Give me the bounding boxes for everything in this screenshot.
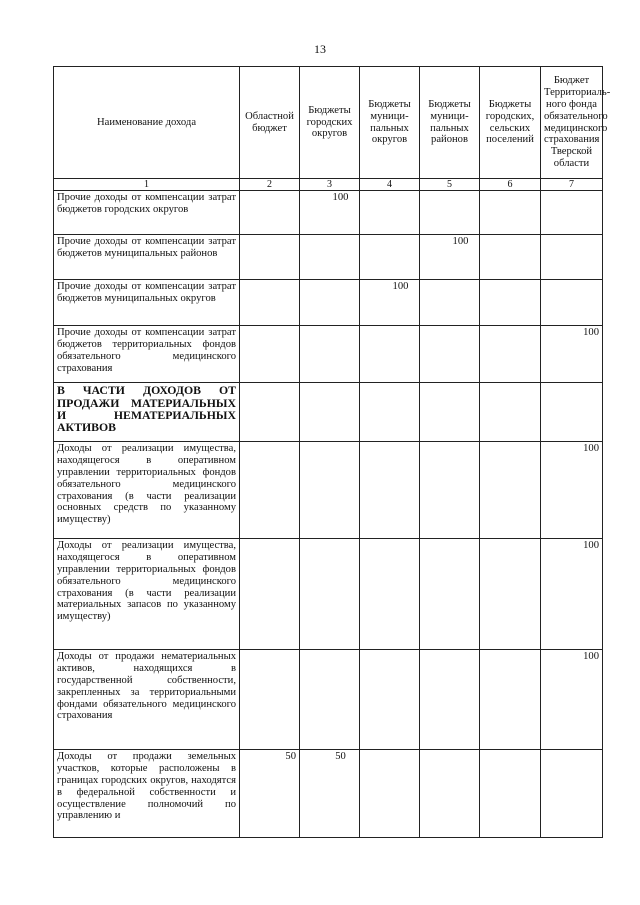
income-name-cell: Доходы от продажи нематериальных активов, находящихся в государственной собственности, закрепленных за территориальными фондами обязательного медицинского страхования [54, 650, 240, 750]
table-row [54, 235, 603, 280]
value-cell [360, 235, 420, 280]
value-cell [480, 235, 541, 280]
value-cell: 100 [541, 650, 603, 750]
income-name-cell: Прочие доходы от компенсации затрат бюджетов городских округов [54, 191, 240, 235]
income-name-cell: Прочие доходы от компенсации затрат бюджетов муниципальных районов [54, 235, 240, 280]
table-header [54, 67, 611, 191]
value-cell [300, 383, 360, 442]
value-cell [480, 383, 541, 442]
value-cell [420, 750, 480, 838]
value-cell [240, 191, 300, 235]
value-cell [360, 650, 420, 750]
value-cell [360, 750, 420, 838]
value-cell [480, 280, 541, 326]
value-cell [480, 442, 541, 539]
table-row [54, 750, 603, 838]
value-cell [300, 650, 360, 750]
column-number: 2 [240, 179, 300, 191]
value-cell [541, 191, 603, 235]
header-municipal-area-budgets: Бюджеты муници-пальных районов [420, 67, 480, 179]
value-cell [300, 442, 360, 539]
value-cell [420, 539, 480, 650]
value-cell [240, 650, 300, 750]
header-municipal-district-budgets: Бюджеты муници-пальных округов [360, 67, 420, 179]
income-name-cell: Доходы от продажи земельных участков, которые расположены в границах городских округов, находятся в федеральной собственности и осуществление полномочий по управлению и [54, 750, 240, 838]
value-cell [541, 383, 603, 442]
value-cell [480, 650, 541, 750]
value-cell [240, 383, 300, 442]
section-heading-cell: В ЧАСТИ ДОХОДОВ ОТ ПРОДАЖИ МАТЕРИАЛЬНЫХ И НЕМАТЕРИАЛЬНЫХ АКТИВОВ [54, 383, 240, 442]
value-cell [240, 280, 300, 326]
value-cell [480, 326, 541, 383]
income-name-cell: Прочие доходы от компенсации затрат бюджетов муниципальных округов [54, 280, 240, 326]
column-number: 4 [360, 179, 420, 191]
page-number: 13 [314, 42, 326, 56]
value-cell: 100 [541, 326, 603, 383]
value-cell [240, 442, 300, 539]
value-cell [360, 383, 420, 442]
column-number: 6 [480, 179, 541, 191]
table-row [54, 650, 603, 750]
value-cell [480, 191, 541, 235]
value-cell: 100 [541, 442, 603, 539]
value-cell [420, 650, 480, 750]
value-cell [360, 539, 420, 650]
income-distribution-table [53, 66, 611, 838]
value-cell [360, 191, 420, 235]
income-name-cell: Прочие доходы от компенсации затрат бюджетов территориальных фондов обязательного медицинского страхования [54, 326, 240, 383]
value-cell [300, 539, 360, 650]
value-cell [480, 539, 541, 650]
header-row [54, 67, 603, 179]
value-cell [420, 280, 480, 326]
value-cell [360, 326, 420, 383]
income-name-cell: Доходы от реализации имущества, находящегося в оперативном управлении территориальных фондов обязательного медицинского страхования (в части реализации материальных запасов по указанному имуществу) [54, 539, 240, 650]
table-row [54, 280, 603, 326]
table-row [54, 326, 603, 383]
column-number: 5 [420, 179, 480, 191]
value-cell [300, 235, 360, 280]
value-cell: 100 [420, 235, 480, 280]
value-cell [300, 326, 360, 383]
value-cell: 50 [240, 750, 300, 838]
section-heading-row [54, 383, 603, 442]
header-regional-budget: Областной бюджет [240, 67, 300, 179]
value-cell [480, 750, 541, 838]
value-cell [541, 750, 603, 838]
value-cell [420, 383, 480, 442]
value-cell [240, 326, 300, 383]
table-row [54, 539, 603, 650]
value-cell [420, 442, 480, 539]
value-cell [240, 539, 300, 650]
value-cell [300, 280, 360, 326]
value-cell [541, 235, 603, 280]
value-cell [420, 326, 480, 383]
column-number: 7 [541, 179, 603, 191]
column-number: 3 [300, 179, 360, 191]
value-cell [541, 280, 603, 326]
income-name-cell: Доходы от реализации имущества, находящегося в оперативном управлении территориальных фондов обязательного медицинского страхования (в части реализации основных средств по указанному имуществу) [54, 442, 240, 539]
table-row [54, 442, 603, 539]
value-cell: 100 [360, 280, 420, 326]
header-income-name: Наименование дохода [54, 67, 240, 179]
header-city-district-budgets: Бюджеты городских округов [300, 67, 360, 179]
table-row [54, 191, 603, 235]
header-territorial-fund-budget: Бюджет Территориаль-ного фонда обязательного медицинского страхования Тверской области [541, 67, 603, 179]
value-cell: 100 [541, 539, 603, 650]
value-cell: 100 [300, 191, 360, 235]
header-settlement-budgets: Бюджеты городских, сельских поселений [480, 67, 541, 179]
value-cell [420, 191, 480, 235]
value-cell: 50 [300, 750, 360, 838]
column-number: 1 [54, 179, 240, 191]
column-number-row [54, 179, 603, 191]
value-cell [240, 235, 300, 280]
table-body [54, 191, 603, 838]
value-cell [360, 442, 420, 539]
